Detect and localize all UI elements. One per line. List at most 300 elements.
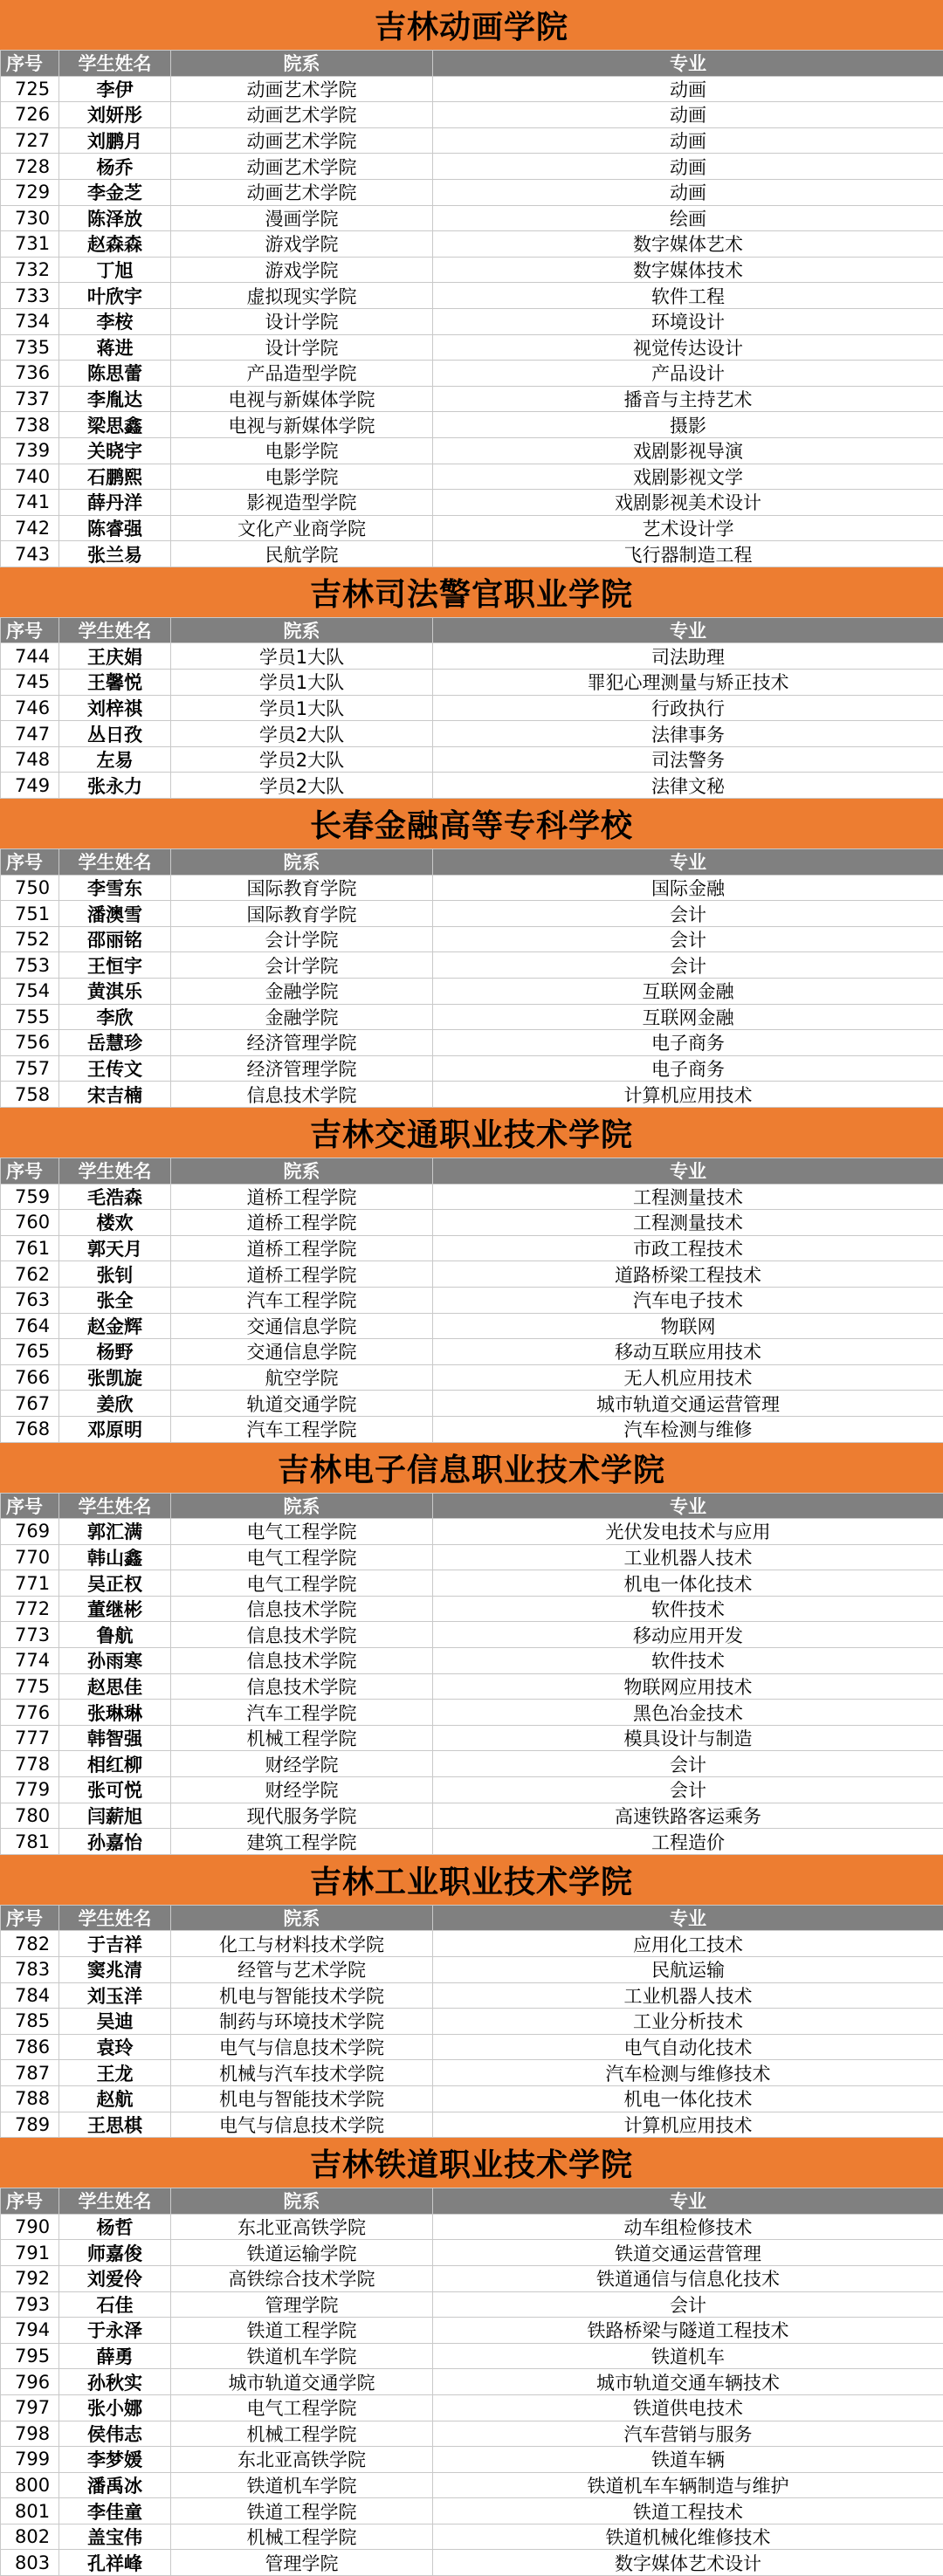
cell-name[interactable]: 郭天月 [59, 1236, 171, 1261]
table-row[interactable] [0, 721, 943, 747]
cell-dept[interactable]: 动画艺术学院 [171, 102, 433, 127]
cell-major[interactable]: 行政执行 [651, 697, 725, 719]
table-row[interactable] [0, 2369, 943, 2395]
table-row[interactable] [0, 1082, 943, 1108]
table-row[interactable] [0, 2344, 943, 2370]
cell-name[interactable]: 姜欣 [59, 1391, 171, 1416]
cell-major[interactable]: 互联网金融 [642, 981, 734, 1003]
cell-name[interactable]: 杨野 [59, 1339, 171, 1364]
cell-major[interactable]: 物联网 [660, 1315, 716, 1337]
cell-major[interactable]: 绘画 [670, 208, 706, 230]
cell-major[interactable]: 会计 [670, 2294, 706, 2316]
table-row[interactable] [0, 1339, 943, 1365]
cell-name[interactable]: 李佳童 [59, 2498, 171, 2524]
cell-name[interactable]: 陈泽放 [59, 206, 171, 231]
cell-no[interactable]: 788 [0, 2086, 59, 2112]
cell-no[interactable]: 749 [0, 773, 59, 798]
cell-no[interactable]: 798 [0, 2421, 59, 2447]
cell-no[interactable]: 764 [0, 1314, 59, 1339]
cell-name[interactable]: 王思棋 [59, 2112, 171, 2138]
cell-dept[interactable]: 电气工程学院 [171, 2395, 433, 2421]
cell-major[interactable]: 民航运输 [651, 1960, 725, 1982]
table-row[interactable] [0, 1288, 943, 1314]
cell-name[interactable]: 张凯旋 [59, 1365, 171, 1391]
cell-name[interactable]: 韩山鑫 [59, 1545, 171, 1570]
cell-name[interactable]: 丛日孜 [59, 721, 171, 746]
cell-no[interactable]: 744 [0, 643, 59, 669]
table-row[interactable] [0, 309, 943, 335]
cell-no[interactable]: 799 [0, 2447, 59, 2472]
cell-no[interactable]: 796 [0, 2369, 59, 2394]
cell-name[interactable]: 邵丽铭 [59, 927, 171, 952]
table-row[interactable] [0, 1931, 943, 1957]
table-row[interactable] [0, 361, 943, 387]
cell-name[interactable]: 孙秋实 [59, 2369, 171, 2394]
table-row[interactable] [0, 1391, 943, 1417]
cell-dept[interactable]: 信息技术学院 [171, 1082, 433, 1107]
cell-dept[interactable]: 影视造型学院 [171, 490, 433, 515]
cell-no[interactable]: 727 [0, 128, 59, 154]
cell-dept[interactable]: 机械工程学院 [171, 2421, 433, 2447]
table-row[interactable] [0, 927, 943, 953]
cell-dept[interactable]: 财经学院 [171, 1777, 433, 1803]
cell-dept[interactable]: 东北亚高铁学院 [171, 2215, 433, 2240]
cell-no[interactable]: 750 [0, 876, 59, 901]
cell-name[interactable]: 鲁航 [59, 1622, 171, 1647]
cell-major[interactable]: 电气自动化技术 [623, 2037, 753, 2059]
cell-dept[interactable]: 高铁综合技术学院 [171, 2266, 433, 2291]
cell-major[interactable]: 无人机应用技术 [623, 1368, 753, 1390]
cell-name[interactable]: 于永泽 [59, 2318, 171, 2343]
cell-no[interactable]: 766 [0, 1365, 59, 1391]
cell-major[interactable]: 铁路桥梁与隧道工程技术 [587, 2320, 789, 2342]
cell-major[interactable]: 铁道机械化维修技术 [605, 2527, 771, 2549]
cell-name[interactable]: 丁旭 [59, 258, 171, 283]
cell-major[interactable]: 视觉传达设计 [633, 337, 743, 359]
cell-no[interactable]: 769 [0, 1519, 59, 1544]
cell-name[interactable]: 张小娜 [59, 2395, 171, 2421]
table-row[interactable] [0, 1185, 943, 1211]
cell-name[interactable]: 吴正权 [59, 1570, 171, 1596]
cell-no[interactable]: 738 [0, 412, 59, 437]
cell-major[interactable]: 戏剧影视文学 [633, 466, 743, 488]
table-row[interactable] [0, 1622, 943, 1648]
table-row[interactable] [0, 1700, 943, 1726]
table-row[interactable] [0, 1777, 943, 1803]
cell-no[interactable]: 742 [0, 516, 59, 541]
cell-major[interactable]: 播音与主持艺术 [623, 389, 753, 411]
cell-dept[interactable]: 动画艺术学院 [171, 128, 433, 154]
cell-no[interactable]: 728 [0, 154, 59, 179]
cell-no[interactable]: 792 [0, 2266, 59, 2291]
cell-name[interactable]: 左易 [59, 747, 171, 773]
cell-no[interactable]: 794 [0, 2318, 59, 2343]
cell-dept[interactable]: 汽车工程学院 [171, 1288, 433, 1313]
cell-major[interactable]: 汽车检测与维修 [623, 1419, 753, 1441]
table-row[interactable] [0, 438, 943, 464]
cell-dept[interactable]: 交通信息学院 [171, 1339, 433, 1364]
cell-no[interactable]: 733 [0, 283, 59, 308]
cell-name[interactable]: 潘禹冰 [59, 2473, 171, 2498]
cell-major[interactable]: 铁道车辆 [651, 2449, 725, 2471]
cell-major[interactable]: 汽车检测与维修技术 [605, 2063, 771, 2085]
table-row[interactable] [0, 541, 943, 567]
cell-dept[interactable]: 金融学院 [171, 979, 433, 1004]
table-row[interactable] [0, 1417, 943, 1443]
cell-name[interactable]: 李欣 [59, 1005, 171, 1030]
cell-dept[interactable]: 东北亚高铁学院 [171, 2447, 433, 2472]
cell-major[interactable]: 应用化工技术 [633, 1934, 743, 1955]
cell-dept[interactable]: 电视与新媒体学院 [171, 387, 433, 412]
table-row[interactable] [0, 258, 943, 284]
cell-dept[interactable]: 动画艺术学院 [171, 154, 433, 179]
cell-dept[interactable]: 机电与智能技术学院 [171, 1983, 433, 2009]
cell-major[interactable]: 动车组检修技术 [623, 2217, 753, 2239]
table-row[interactable] [0, 516, 943, 542]
table-row[interactable] [0, 2524, 943, 2551]
cell-major[interactable]: 司法助理 [651, 646, 725, 668]
cell-name[interactable]: 刘妍彤 [59, 102, 171, 127]
cell-no[interactable]: 751 [0, 901, 59, 926]
cell-name[interactable]: 韩智强 [59, 1726, 171, 1751]
cell-dept[interactable]: 铁道机车学院 [171, 2344, 433, 2369]
table-row[interactable] [0, 2421, 943, 2448]
cell-name[interactable]: 张钊 [59, 1261, 171, 1287]
cell-major[interactable]: 工业机器人技术 [623, 1985, 753, 2007]
cell-major[interactable]: 工程测量技术 [633, 1186, 743, 1208]
cell-major[interactable]: 市政工程技术 [633, 1239, 743, 1261]
cell-dept[interactable]: 机械与汽车技术学院 [171, 2060, 433, 2085]
cell-dept[interactable]: 铁道机车学院 [171, 2473, 433, 2498]
cell-major[interactable]: 光伏发电技术与应用 [605, 1522, 771, 1543]
cell-no[interactable]: 802 [0, 2524, 59, 2550]
cell-major[interactable]: 高速铁路客运乘务 [615, 1805, 761, 1827]
cell-name[interactable]: 赵思佳 [59, 1674, 171, 1700]
cell-no[interactable]: 795 [0, 2344, 59, 2369]
cell-no[interactable]: 772 [0, 1597, 59, 1622]
cell-major[interactable]: 会计 [670, 930, 706, 951]
cell-name[interactable]: 孙雨寒 [59, 1648, 171, 1673]
cell-major[interactable]: 汽车营销与服务 [623, 2423, 753, 2445]
cell-name[interactable]: 杨乔 [59, 154, 171, 179]
table-row[interactable] [0, 1519, 943, 1545]
cell-dept[interactable]: 铁道运输学院 [171, 2240, 433, 2265]
cell-major[interactable]: 道路桥梁工程技术 [615, 1264, 761, 1286]
table-row[interactable] [0, 2240, 943, 2266]
cell-dept[interactable]: 动画艺术学院 [171, 77, 433, 102]
cell-name[interactable]: 王庆娟 [59, 643, 171, 669]
cell-no[interactable]: 754 [0, 979, 59, 1004]
table-row[interactable] [0, 128, 943, 155]
cell-name[interactable]: 李胤达 [59, 387, 171, 412]
cell-major[interactable]: 动画 [670, 182, 706, 204]
table-row[interactable] [0, 2498, 943, 2524]
cell-name[interactable]: 刘爱伶 [59, 2266, 171, 2291]
cell-no[interactable]: 741 [0, 490, 59, 515]
cell-major[interactable]: 司法警务 [651, 750, 725, 772]
cell-dept[interactable]: 管理学院 [171, 2550, 433, 2575]
cell-name[interactable]: 薛丹洋 [59, 490, 171, 515]
cell-no[interactable]: 737 [0, 387, 59, 412]
cell-dept[interactable]: 会计学院 [171, 927, 433, 952]
table-row[interactable] [0, 876, 943, 902]
cell-no[interactable]: 785 [0, 2009, 59, 2034]
cell-dept[interactable]: 信息技术学院 [171, 1674, 433, 1700]
table-row[interactable] [0, 2035, 943, 2061]
table-row[interactable] [0, 773, 943, 799]
cell-no[interactable]: 748 [0, 747, 59, 773]
cell-name[interactable]: 张永力 [59, 773, 171, 798]
cell-major[interactable]: 铁道机车 [651, 2346, 725, 2368]
cell-name[interactable]: 张可悦 [59, 1777, 171, 1803]
cell-dept[interactable]: 铁道工程学院 [171, 2498, 433, 2524]
cell-major[interactable]: 工业机器人技术 [623, 1547, 753, 1569]
cell-no[interactable]: 730 [0, 206, 59, 231]
table-row[interactable] [0, 283, 943, 309]
cell-no[interactable]: 771 [0, 1570, 59, 1596]
cell-no[interactable]: 797 [0, 2395, 59, 2421]
table-row[interactable] [0, 2318, 943, 2344]
cell-major[interactable]: 产品设计 [651, 363, 725, 385]
cell-no[interactable]: 734 [0, 309, 59, 334]
table-row[interactable] [0, 2395, 943, 2421]
cell-name[interactable]: 师嘉俊 [59, 2240, 171, 2265]
cell-no[interactable]: 768 [0, 1417, 59, 1442]
cell-name[interactable]: 王龙 [59, 2060, 171, 2085]
cell-name[interactable]: 陈思蕾 [59, 361, 171, 386]
cell-no[interactable]: 767 [0, 1391, 59, 1416]
cell-dept[interactable]: 民航学院 [171, 541, 433, 567]
cell-dept[interactable]: 学员2大队 [171, 773, 433, 798]
cell-dept[interactable]: 学员1大队 [171, 643, 433, 669]
cell-no[interactable]: 773 [0, 1622, 59, 1647]
cell-major[interactable]: 工业分析技术 [633, 2011, 743, 2033]
table-row[interactable] [0, 2447, 943, 2473]
table-row[interactable] [0, 1210, 943, 1236]
cell-major[interactable]: 城市轨道交通车辆技术 [596, 2372, 780, 2394]
table-row[interactable] [0, 1545, 943, 1571]
cell-no[interactable]: 729 [0, 180, 59, 205]
cell-major[interactable]: 国际金融 [651, 877, 725, 899]
cell-dept[interactable]: 电气与信息技术学院 [171, 2035, 433, 2060]
cell-dept[interactable]: 道桥工程学院 [171, 1210, 433, 1235]
cell-major[interactable]: 铁道机车车辆制造与维护 [587, 2475, 789, 2497]
cell-no[interactable]: 758 [0, 1082, 59, 1107]
cell-dept[interactable]: 动画艺术学院 [171, 180, 433, 205]
cell-major[interactable]: 机电一体化技术 [623, 2089, 753, 2111]
table-row[interactable] [0, 2112, 943, 2139]
cell-dept[interactable]: 道桥工程学院 [171, 1236, 433, 1261]
cell-dept[interactable]: 轨道交通学院 [171, 1391, 433, 1416]
cell-name[interactable]: 李桉 [59, 309, 171, 334]
cell-major[interactable]: 移动应用开发 [633, 1625, 743, 1646]
table-row[interactable] [0, 1983, 943, 2009]
cell-major[interactable]: 罪犯心理测量与矫正技术 [587, 672, 789, 694]
cell-no[interactable]: 793 [0, 2292, 59, 2318]
table-row[interactable] [0, 2086, 943, 2112]
cell-major[interactable]: 摄影 [670, 415, 706, 436]
cell-dept[interactable]: 虚拟现实学院 [171, 283, 433, 308]
cell-no[interactable]: 739 [0, 438, 59, 464]
cell-major[interactable]: 数字媒体艺术 [633, 234, 743, 256]
cell-no[interactable]: 787 [0, 2060, 59, 2085]
cell-major[interactable]: 会计 [670, 903, 706, 925]
cell-dept[interactable]: 财经学院 [171, 1751, 433, 1776]
cell-dept[interactable]: 现代服务学院 [171, 1803, 433, 1829]
cell-no[interactable]: 777 [0, 1726, 59, 1751]
cell-major[interactable]: 法律事务 [651, 724, 725, 745]
cell-name[interactable]: 陈睿强 [59, 516, 171, 541]
table-row[interactable] [0, 2473, 943, 2499]
cell-major[interactable]: 铁道工程技术 [633, 2501, 743, 2523]
cell-dept[interactable]: 制药与环境技术学院 [171, 2009, 433, 2034]
cell-major[interactable]: 飞行器制造工程 [623, 544, 753, 566]
cell-name[interactable]: 刘鹏月 [59, 128, 171, 154]
table-row[interactable] [0, 1803, 943, 1830]
cell-name[interactable]: 毛浩森 [59, 1185, 171, 1210]
cell-dept[interactable]: 机械工程学院 [171, 2524, 433, 2550]
cell-no[interactable]: 782 [0, 1931, 59, 1956]
cell-name[interactable]: 赵航 [59, 2086, 171, 2112]
cell-no[interactable]: 761 [0, 1236, 59, 1261]
cell-major[interactable]: 戏剧影视导演 [633, 441, 743, 463]
cell-no[interactable]: 779 [0, 1777, 59, 1803]
cell-dept[interactable]: 设计学院 [171, 335, 433, 361]
cell-name[interactable]: 李伊 [59, 77, 171, 102]
table-row[interactable] [0, 1236, 943, 1262]
cell-major[interactable]: 计算机应用技术 [623, 1084, 753, 1106]
cell-dept[interactable]: 电气工程学院 [171, 1545, 433, 1570]
cell-no[interactable]: 752 [0, 927, 59, 952]
table-row[interactable] [0, 1829, 943, 1855]
cell-major[interactable]: 城市轨道交通运营管理 [596, 1393, 780, 1415]
cell-no[interactable]: 780 [0, 1803, 59, 1829]
cell-dept[interactable]: 电气工程学院 [171, 1570, 433, 1596]
cell-name[interactable]: 张兰易 [59, 541, 171, 567]
table-row[interactable] [0, 387, 943, 413]
cell-major[interactable]: 计算机应用技术 [623, 2114, 753, 2136]
cell-dept[interactable]: 电视与新媒体学院 [171, 412, 433, 437]
table-row[interactable] [0, 1365, 943, 1391]
cell-major[interactable]: 艺术设计学 [642, 518, 734, 539]
table-row[interactable] [0, 1056, 943, 1082]
cell-major[interactable]: 物联网应用技术 [623, 1676, 753, 1698]
table-row[interactable] [0, 1726, 943, 1752]
cell-no[interactable]: 755 [0, 1005, 59, 1030]
cell-major[interactable]: 互联网金融 [642, 1006, 734, 1028]
cell-major[interactable]: 会计 [670, 955, 706, 977]
cell-name[interactable]: 李梦媛 [59, 2447, 171, 2472]
cell-major[interactable]: 软件技术 [651, 1651, 725, 1673]
cell-no[interactable]: 745 [0, 670, 59, 695]
cell-dept[interactable]: 会计学院 [171, 952, 433, 978]
cell-dept[interactable]: 管理学院 [171, 2292, 433, 2318]
table-row[interactable] [0, 643, 943, 670]
cell-no[interactable]: 775 [0, 1674, 59, 1700]
cell-dept[interactable]: 文化产业商学院 [171, 516, 433, 541]
cell-dept[interactable]: 电影学院 [171, 464, 433, 490]
cell-name[interactable]: 刘玉洋 [59, 1983, 171, 2009]
table-row[interactable] [0, 102, 943, 128]
table-row[interactable] [0, 335, 943, 361]
cell-dept[interactable]: 交通信息学院 [171, 1314, 433, 1339]
table-row[interactable] [0, 1957, 943, 1983]
cell-name[interactable]: 张琳琳 [59, 1700, 171, 1725]
cell-name[interactable]: 王馨悦 [59, 670, 171, 695]
table-row[interactable] [0, 412, 943, 438]
table-row[interactable] [0, 1005, 943, 1031]
cell-name[interactable]: 叶欣宇 [59, 283, 171, 308]
cell-dept[interactable]: 化工与材料技术学院 [171, 1931, 433, 1956]
table-row[interactable] [0, 1030, 943, 1056]
table-row[interactable] [0, 1314, 943, 1340]
cell-major[interactable]: 动画 [670, 79, 706, 100]
table-row[interactable] [0, 464, 943, 491]
cell-name[interactable]: 于吉祥 [59, 1931, 171, 1956]
cell-major[interactable]: 戏剧影视美术设计 [615, 492, 761, 514]
table-row[interactable] [0, 1570, 943, 1597]
cell-name[interactable]: 闫薪旭 [59, 1803, 171, 1829]
cell-no[interactable]: 778 [0, 1751, 59, 1776]
cell-no[interactable]: 776 [0, 1700, 59, 1725]
cell-name[interactable]: 李金芝 [59, 180, 171, 205]
cell-no[interactable]: 803 [0, 2550, 59, 2575]
cell-dept[interactable]: 信息技术学院 [171, 1597, 433, 1622]
table-row[interactable] [0, 696, 943, 722]
cell-name[interactable]: 张全 [59, 1288, 171, 1313]
cell-major[interactable]: 动画 [670, 131, 706, 153]
cell-name[interactable]: 孙嘉怡 [59, 1829, 171, 1854]
cell-no[interactable]: 783 [0, 1957, 59, 1982]
cell-dept[interactable]: 设计学院 [171, 309, 433, 334]
cell-name[interactable]: 楼欢 [59, 1210, 171, 1235]
table-row[interactable] [0, 2060, 943, 2086]
cell-no[interactable]: 726 [0, 102, 59, 127]
cell-major[interactable]: 动画 [670, 105, 706, 127]
cell-no[interactable]: 781 [0, 1829, 59, 1854]
cell-dept[interactable]: 信息技术学院 [171, 1648, 433, 1673]
cell-major[interactable]: 软件工程 [651, 285, 725, 307]
cell-dept[interactable]: 经管与艺术学院 [171, 1957, 433, 1982]
cell-dept[interactable]: 产品造型学院 [171, 361, 433, 386]
table-row[interactable] [0, 2292, 943, 2318]
cell-name[interactable]: 王传文 [59, 1056, 171, 1082]
cell-no[interactable]: 731 [0, 231, 59, 257]
cell-name[interactable]: 赵森森 [59, 231, 171, 257]
cell-no[interactable]: 765 [0, 1339, 59, 1364]
cell-major[interactable]: 工程造价 [651, 1831, 725, 1853]
cell-dept[interactable]: 国际教育学院 [171, 876, 433, 901]
cell-name[interactable]: 吴迪 [59, 2009, 171, 2034]
table-row[interactable] [0, 1751, 943, 1777]
cell-major[interactable]: 铁道供电技术 [633, 2398, 743, 2420]
cell-dept[interactable]: 机械工程学院 [171, 1726, 433, 1751]
cell-no[interactable]: 753 [0, 952, 59, 978]
cell-major[interactable]: 电子商务 [651, 1033, 725, 1054]
cell-dept[interactable]: 道桥工程学院 [171, 1261, 433, 1287]
cell-major[interactable]: 会计 [670, 1754, 706, 1776]
cell-major[interactable]: 法律文秘 [651, 775, 725, 797]
cell-dept[interactable]: 道桥工程学院 [171, 1185, 433, 1210]
cell-name[interactable]: 盖宝伟 [59, 2524, 171, 2550]
cell-name[interactable]: 梁思鑫 [59, 412, 171, 437]
cell-no[interactable]: 786 [0, 2035, 59, 2060]
cell-name[interactable]: 薛勇 [59, 2344, 171, 2369]
cell-dept[interactable]: 电影学院 [171, 438, 433, 464]
cell-no[interactable]: 736 [0, 361, 59, 386]
cell-major[interactable]: 软件技术 [651, 1599, 725, 1621]
cell-no[interactable]: 800 [0, 2473, 59, 2498]
